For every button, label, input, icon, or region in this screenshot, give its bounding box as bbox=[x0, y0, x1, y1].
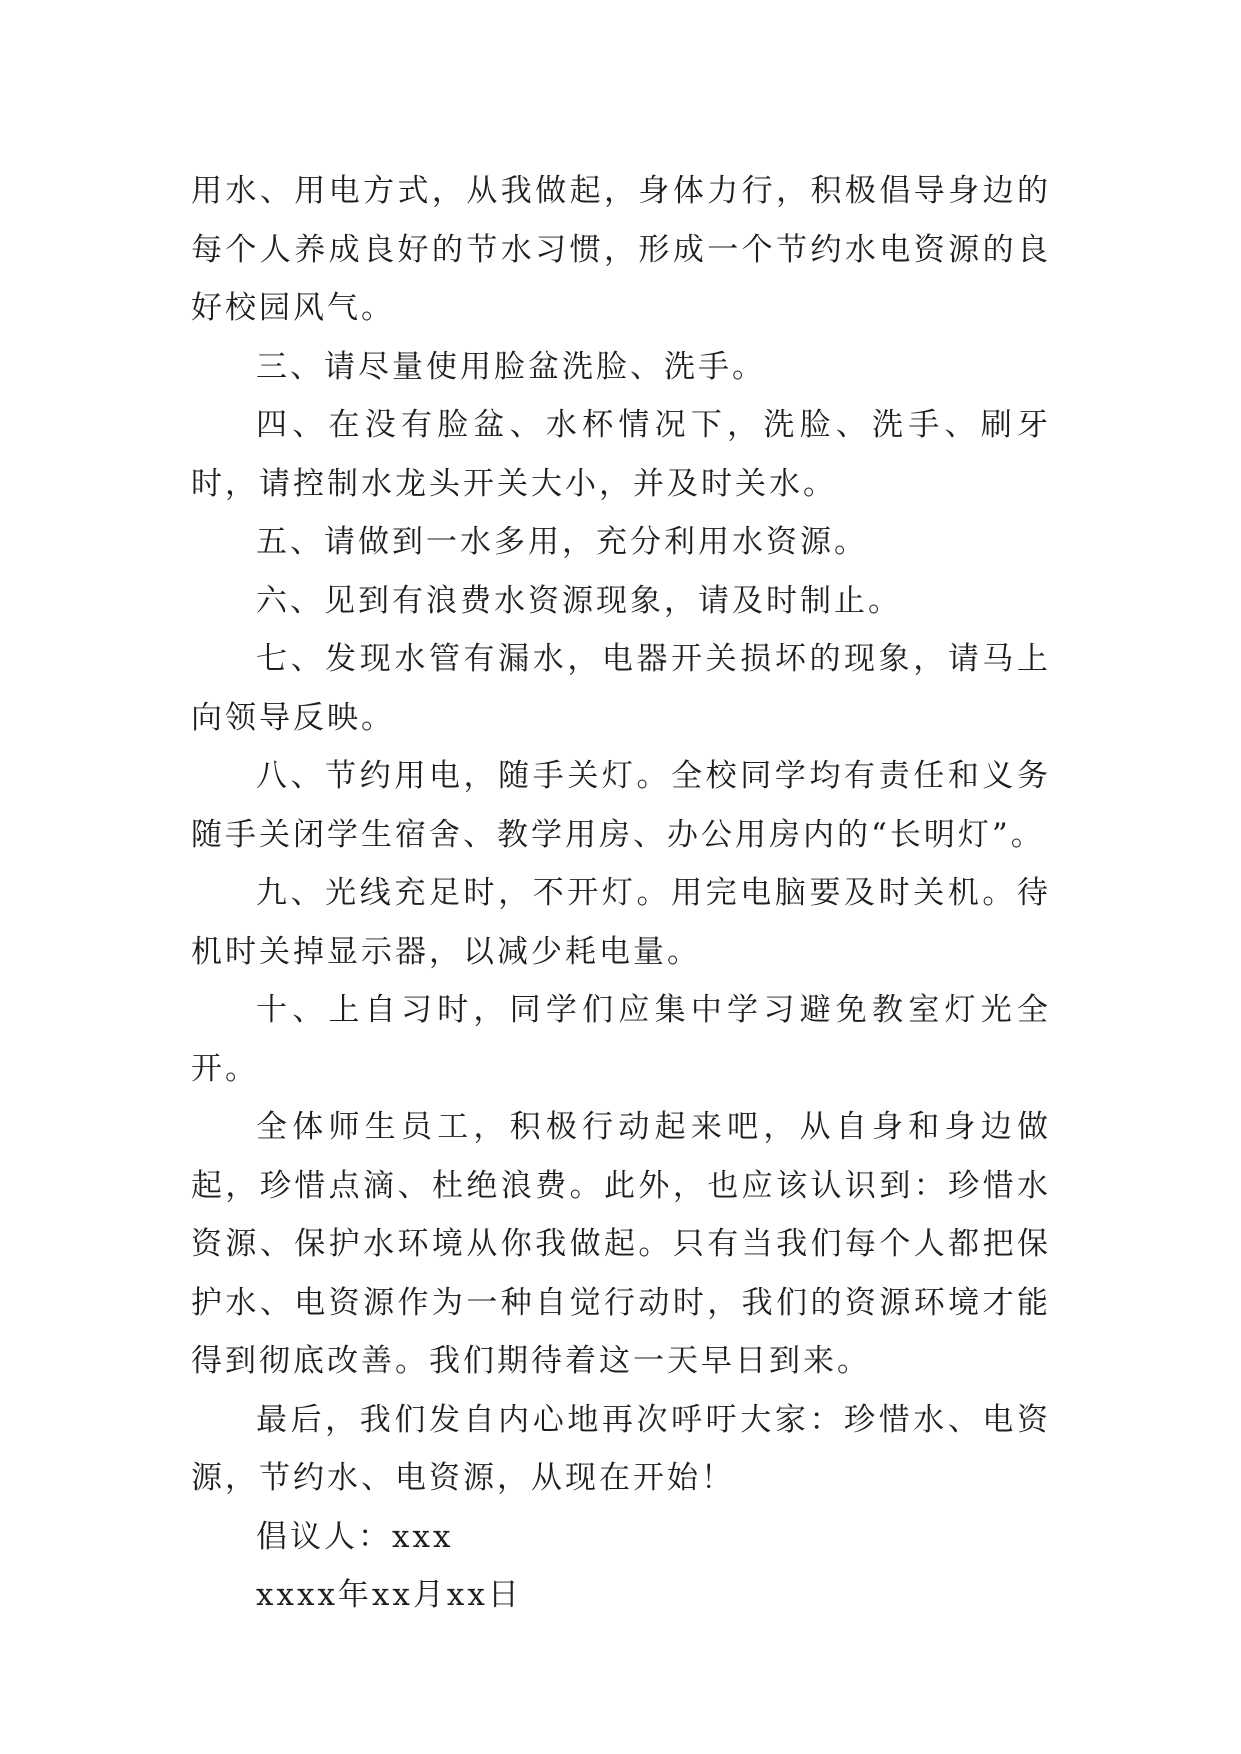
document-body bbox=[191, 162, 1051, 1625]
paragraph-call-to-action: 全体师生员工，积极行动起来吧，从自身和身边做起，珍惜点滴、杜绝浪费。此外，也应该认识到：珍惜水资源、保护水环境从你我做起。只有当我们每个人都把保护水、电资源作为一种自觉行动时，我们的资源环境才能得到彻底改善。我们期待着这一天早日到来。 bbox=[191, 1109, 1051, 1379]
signature-initiator: 倡议人：xxx bbox=[256, 1518, 454, 1555]
paragraph-item-8: 八、节约用电，随手关灯。全校同学均有责任和义务随手关闭学生宿舍、教学用房、办公用房内的“长明灯”。 bbox=[191, 758, 1051, 853]
paragraph-item-5: 五、请做到一水多用，充分利用水资源。 bbox=[256, 524, 868, 560]
paragraph-closing: 最后，我们发自内心地再次呼吁大家：珍惜水、电资源，节约水、电资源，从现在开始！ bbox=[191, 1401, 1051, 1496]
paragraph-item-10: 十、上自习时，同学们应集中学习避免教室灯光全开。 bbox=[191, 992, 1051, 1087]
paragraph-item-7: 七、发现水管有漏水，电器开关损坏的现象，请马上向领导反映。 bbox=[191, 641, 1051, 736]
paragraph-item-3: 三、请尽量使用脸盆洗脸、洗手。 bbox=[256, 348, 766, 385]
paragraph-item-9: 九、光线充足时，不开灯。用完电脑要及时关机。待机时关掉显示器，以减少耗电量。 bbox=[191, 875, 1051, 970]
paragraph-item-4: 四、在没有脸盆、水杯情况下，洗脸、洗手、刷牙时，请控制水龙头开关大小，并及时关水。 bbox=[191, 407, 1051, 502]
paragraph-item-6: 六、见到有浪费水资源现象，请及时制止。 bbox=[256, 582, 902, 619]
signature-date: xxxx年xx月xx日 bbox=[256, 1577, 522, 1613]
paragraph-1: 用水、用电方式，从我做起，身体力行，积极倡导身边的每个人养成良好的节水习惯，形成一个节约水电资源的良好校园风气。 bbox=[191, 173, 1051, 326]
